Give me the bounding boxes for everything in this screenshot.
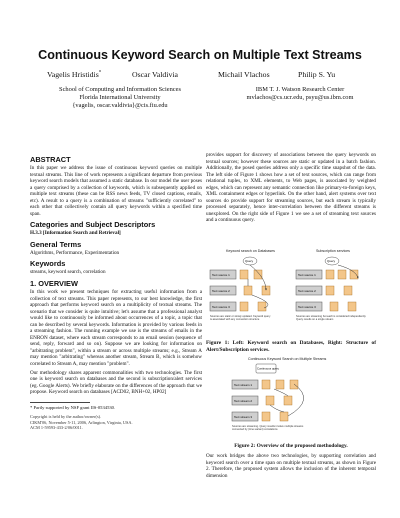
fig1-doc-icon [344, 286, 352, 295]
fig2-doc-icon [262, 412, 270, 421]
copyright-line: Copyright is held by the author/owner(s). [30, 414, 102, 420]
terms-text: Algorithms, Performance, Experimentation [30, 249, 120, 256]
author-name: Michail Vlachos [218, 70, 270, 79]
affiliation-left [30, 86, 210, 110]
fig1-doc-icon [244, 286, 252, 295]
figure-1-caption: Figure 1: Left: Keyword search on Databases, Right: Structure of Alert/Subscription services. [206, 340, 376, 353]
affiliation-email: {vagelis, oscar.valdivia}@cis.fiu.edu [72, 102, 168, 109]
fig1-doc-icon [348, 302, 356, 311]
author-name: Philip S. Yu [298, 70, 336, 79]
body-paragraph: provides support for discovery of associations between the query keywords on textual sources; however these sources are static or updated in a batch fashion. Additionally, the posed queries address only a specific time snapshot of the data. The left side of Figure 1 shows how a set of text sources, which can range from relational tuples, to XML elements, to Web pages, is associated by weighted edges, which can represent any semantic connection like primary-to-foreign keys, XML containment edges or hyperlink. On the other hand, alert systems over text sources do provide support for streaming sources, but each stream is typically processed separately, hence inter-correlation between the different streams is unexplored. On the right side of Figure 1 we see a set of streaming text sources and a continuous query. [206, 152, 376, 224]
fig2-doc-icon [280, 412, 288, 421]
author-name: Oscar Valdivia [132, 70, 178, 79]
fig2-correlation-edge [270, 405, 284, 412]
copyright-line: ACM 1-59593-433-2/06/0011. [30, 424, 83, 430]
fig2-stream-label: Text stream 1 [234, 383, 253, 387]
fig1-left-source-label: Text source 3 [212, 305, 230, 309]
fig1-left-query-label: Query [245, 259, 254, 263]
fig1-right-source-label: Text source 1 [298, 273, 316, 277]
fig1-doc-icon [326, 270, 334, 279]
keywords-heading: Keywords [30, 259, 66, 269]
fig1-doc-icon [240, 302, 248, 311]
copyright-block [30, 414, 202, 430]
fig2-correlation-edge [274, 389, 288, 396]
fig1-doc-icon [330, 302, 338, 311]
fig1-right-note: Sources are streaming but each is considered independently. Query results on a single stream [296, 315, 367, 322]
fig1-right-title: Subscription services [316, 249, 350, 253]
fig2-doc-icon [284, 396, 292, 405]
abstract-text: In this paper we address the issue of continuous keyword queries on multiple textual streams. This line of work represents a significant departure from previous keyword search models that assumed a static database. In our model the user poses a query comprised by a collection of keywords, which is subsequently applied on multiple text streams (these can be RSS news feeds, TV closed captions, emails, etc). A result to a query is a combination of streams "sufficiently correlated" to each other that collectively contain all query keywords within a specified time span. [30, 165, 202, 217]
fig1-left-note: Sources are static or slowly updated. Keyword query is associated with any connection structure [210, 315, 271, 322]
abstract-heading: ABSTRACT [30, 155, 71, 164]
fig1-left-source-label: Text source 1 [212, 273, 230, 277]
fig1-doc-icon [258, 302, 266, 311]
keywords-text: streams, keyword search, correlation [30, 269, 106, 276]
fig1-doc-icon [326, 286, 334, 295]
body-paragraph: Our work bridges the above two technologies, by supporting correlation and keyword search over a time span on multiple textual streams, as shown in Figure 2. Therefore, the proposed system allows the inclusion of the inherent temporal dimension [206, 453, 376, 479]
fig2-doc-icon [290, 380, 298, 389]
fig2-doc-icon [276, 380, 284, 389]
fig1-doc-icon [350, 270, 358, 279]
fig2-note: Sources are streaming. Query results involve multiple streams connected by (time-variant) correlations [232, 425, 304, 432]
footnote-rule [30, 402, 90, 403]
copyright-line: CIKM'06, November 5-11, 2006, Arlington, Virginia, USA. [30, 419, 133, 425]
figure-2 [226, 356, 356, 440]
fig1-doc-icon [240, 270, 248, 279]
fig1-doc-icon [338, 270, 346, 279]
affiliation-email: mvlachos@cs.ucr.edu, psyu@us.ibm.com [246, 94, 354, 101]
categories-heading: Categories and Subject Descriptors [30, 220, 156, 230]
author-name: Vagelis Hristidis* [47, 70, 102, 79]
terms-heading: General Terms [30, 239, 82, 249]
left-column [30, 152, 202, 430]
affiliation-line: IBM T. J. Watson Research Center [255, 86, 345, 93]
affiliation-right [220, 86, 380, 102]
affiliation-line: School of Computing and Information Sciences [59, 86, 181, 93]
figure-2-diagram [226, 356, 356, 440]
footnote: * Partly supported by NSF grant IIS-0534530. [30, 404, 116, 410]
figure-1-diagram [206, 248, 376, 338]
fig1-left-source-label: Text source 2 [212, 289, 230, 293]
fig2-title: Continuous Keyword Search on Multiple Streams [248, 357, 327, 361]
fig1-left-title: Keyword search on Databases [226, 249, 275, 253]
figure-1 [206, 248, 376, 338]
figure-2-caption: Figure 2: Overview of the proposed methodology. [234, 443, 348, 449]
fig1-right-source-label: Text source 2 [298, 289, 316, 293]
fig2-stream-label: Text stream 2 [234, 399, 253, 403]
right-column-continued [206, 453, 376, 481]
fig2-stream-label: Text stream 3 [234, 415, 253, 419]
overview-heading: 1. OVERVIEW [30, 279, 78, 289]
fig2-query-label: Continuous query [257, 366, 279, 371]
right-column [206, 152, 376, 226]
fig2-doc-icon [262, 380, 270, 389]
overview-paragraph: In this work we present techniques for extracting useful information from a collection of text streams. This paper represents, to our best knowledge, the first approach that performs keyword search on a multiplicity of textual streams. The scenario that we consider is quite intuitive; let's assume that a professional analyst would like to continuously be informed about occurrences of a topic, a topic that can be described by several keywords. Information is provided by various feeds in a streaming fashion. The running example we use is the streams of emails in the ENRON dataset, where each stream corresponds to an email session (sequence of send, reply, forward and so on). Suppose we are looking for information on "arbitrating problem", within a stream or across multiple streams; e.g., Stream A may mention "arbitrating" whereas another stream, Stream B, which is somehow correlated to Stream A, may mention "problem". [30, 289, 202, 368]
overview-paragraph: Our methodology shares apparent commonalities with two technologies. The first one is keyword search on databases and the second is subscription/alert services (eg. Google Alerts). We briefly elaborate on the differences of the approach that we propose. Keyword search on databases [ACD02, BNH+02, HP02] [30, 369, 202, 396]
fig1-doc-icon [254, 270, 262, 279]
paper-title: Continuous Keyword Search on Multiple Text Streams [38, 48, 362, 62]
affiliation-line: Florida International University [79, 94, 161, 101]
categories-text: H.3.3 [Information Search and Retrieval] [30, 230, 121, 237]
fig1-right-source-label: Text source 3 [298, 305, 316, 309]
fig1-right-query-label: Query [327, 259, 336, 263]
fig2-doc-icon [266, 396, 274, 405]
